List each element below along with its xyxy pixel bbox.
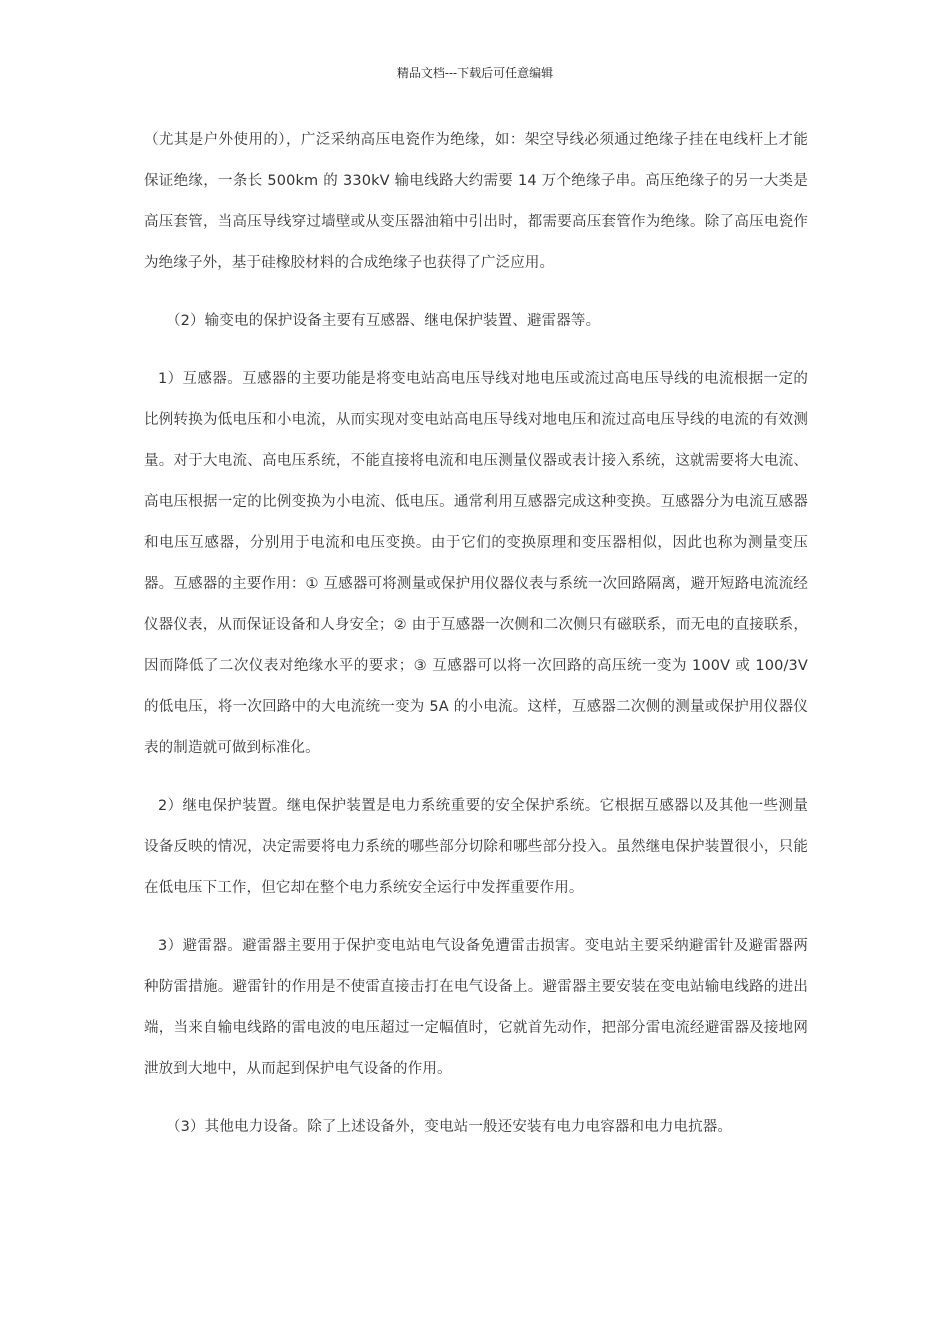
paragraph-transformer: 1）互感器。互感器的主要功能是将变电站高电压导线对地电压或流过高电压导线的电流根据一定的比例转换为低电压和小电流，从而实现对变电站高电压导线对地电压和流过高电压导线的电流的有效测量。对于大电流、高电压系统，不能直接将电流和电压测量仪器或表计接入系统，这就需要将大电流、高电压根据一定的比例变换为小电流、低电压。通常利用互感器完成这种变换。互感器分为电流互感器和电压互感器，分别用于电流和电压变换。由于它们的变换原理和变压器相似，因此也称为测量变压器。互感器的主要作用：① 互感器可将测量或保护用仪器仪表与系统一次回路隔离，避开短路电流流经仪器仪表，从而保证设备和人身安全；② 由于互感器一次侧和二次侧只有磁联系，而无电的直接联系，因而降低了二次仪表对绝缘水平的要求；③ 互感器可以将一次回路的高压统一变为 100V 或 100/3V 的低电压，将一次回路中的大电流统一变为 5A 的小电流。这样，互感器二次侧的测量或保护用仪器仪表的制造就可做到标准化。: [144, 371, 808, 756]
page-header: 精品文档---下载后可任意编辑: [396, 66, 554, 80]
paragraph-protection-devices: （2）输变电的保护设备主要有互感器、继电保护装置、避雷器等。: [166, 313, 601, 329]
paragraph-other-equipment: （3）其他电力设备。除了上述设备外，变电站一般还安装有电力电容器和电力电抗器。: [166, 1119, 733, 1135]
paragraph-arrester: 3）避雷器。避雷器主要用于保护变电站电气设备免遭雷击损害。变电站主要采纳避雷针及避雷器两种防雷措施。避雷针的作用是不使雷直接击打在电气设备上。避雷器主要安装在变电站输电线路的进出端，当来自输电线路的雷电波的电压超过一定幅值时，它就首先动作，把部分雷电流经避雷器及接地网泄放到大地中，从而起到保护电气设备的作用。: [144, 938, 808, 1077]
document-body: [144, 120, 808, 1148]
paragraph-relay-protection: 2）继电保护装置。继电保护装置是电力系统重要的安全保护系统。它根据互感器以及其他一些测量设备反映的情况，决定需要将电力系统的哪些部分切除和哪些部分投入。虽然继电保护装置很小，只能在低电压下工作，但它却在整个电力系统安全运行中发挥重要作用。: [144, 798, 808, 896]
paragraph-insulators: （尤其是户外使用的），广泛采纳高压电瓷作为绝缘，如：架空导线必须通过绝缘子挂在电线杆上才能保证绝缘，一条长 500km 的 330kV 输电线路大约需要 14 万个绝缘子串。高压绝缘子的另一大类是高压套管，当高压导线穿过墙壁或从变压器油箱中引出时，都需要高压套管作为绝缘。除了高压电瓷作为绝缘子外，基于硅橡胶材料的合成绝缘子也获得了广泛应用。: [144, 132, 808, 271]
